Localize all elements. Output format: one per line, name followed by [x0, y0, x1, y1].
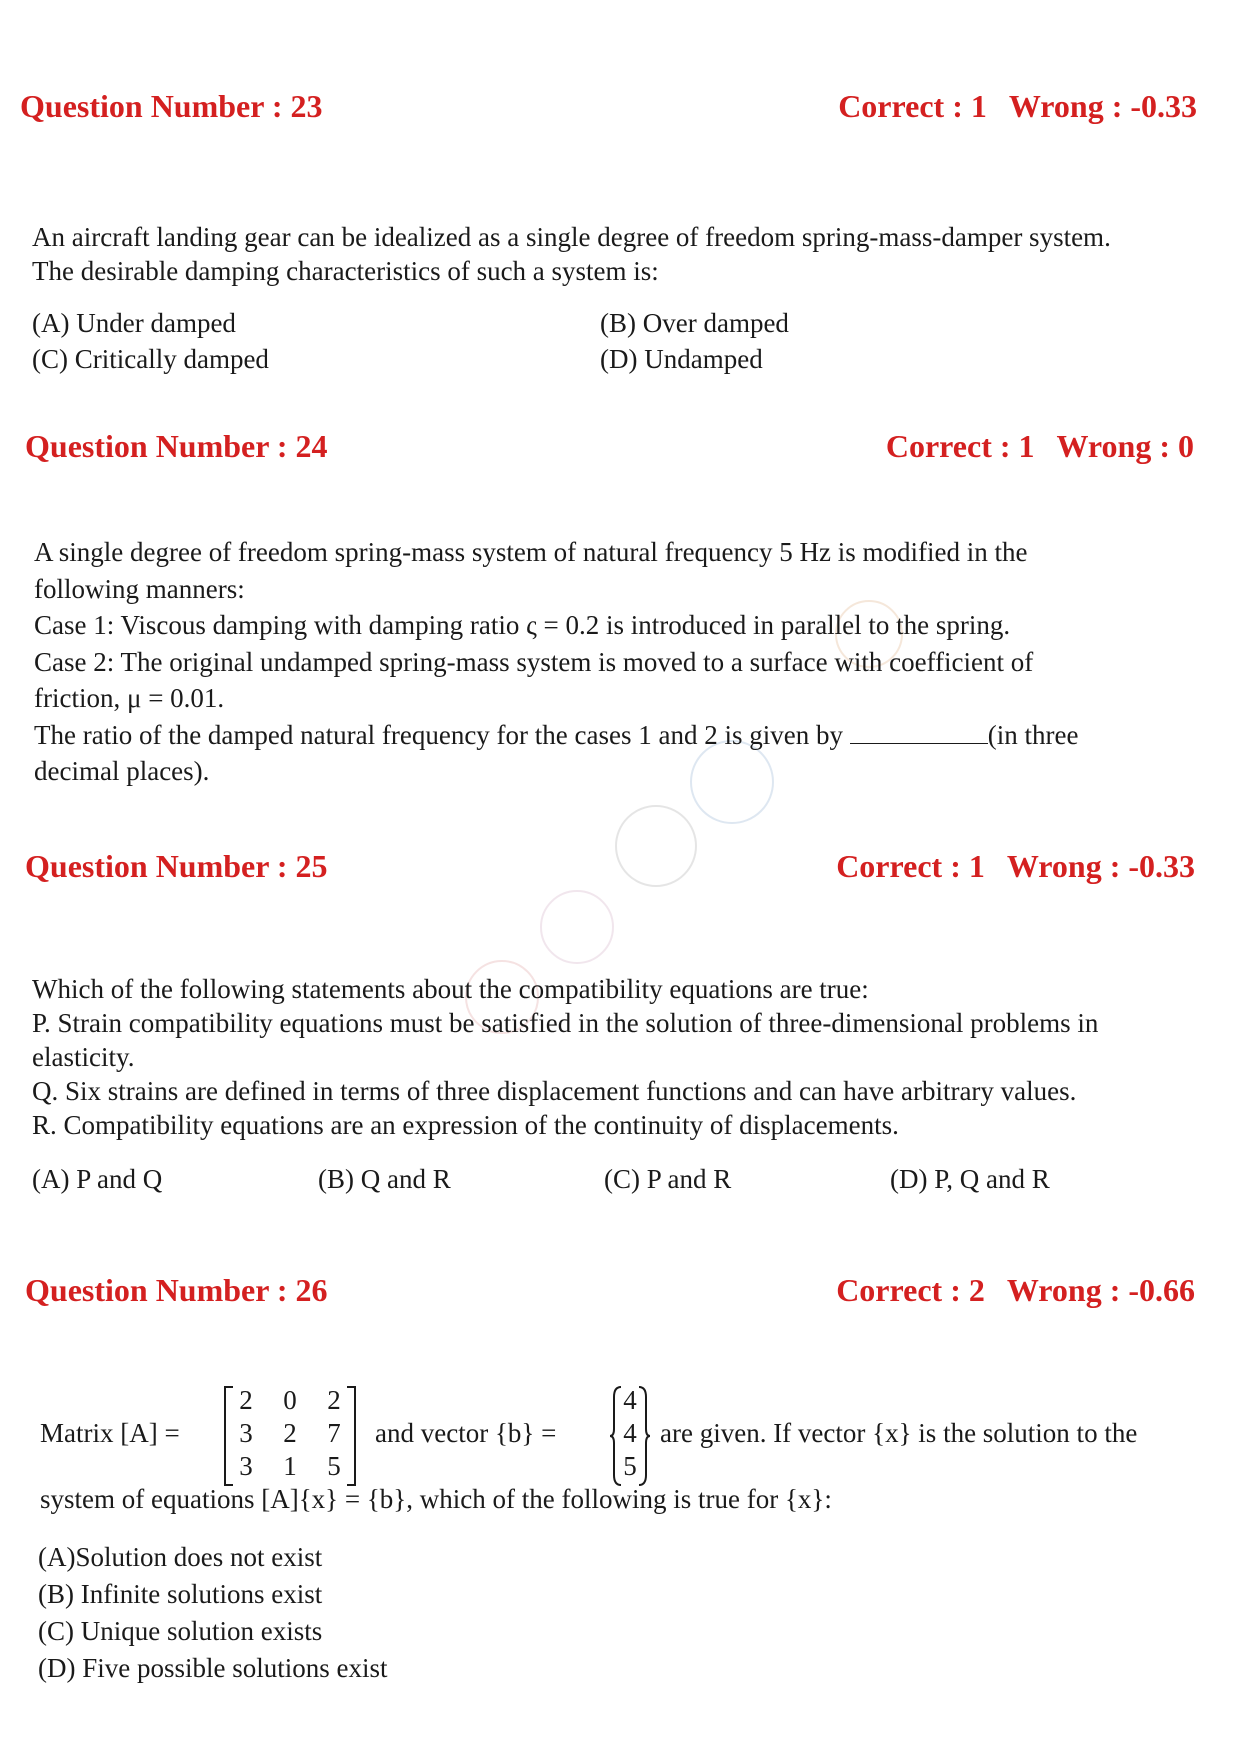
watermark-seal	[540, 890, 614, 964]
wrong-marks: Wrong : -0.66	[1006, 1272, 1195, 1308]
text-line: Q. Six strains are defined in terms of three displacement functions and can have arbitrary values.	[32, 1076, 1077, 1106]
wrong-marks: Wrong : 0	[1056, 428, 1194, 464]
vector-prefix: and vector {b} =	[375, 1418, 557, 1448]
marks-info	[836, 848, 1195, 885]
text-line: Case 2: The original undamped spring-mass system is moved to a surface with coefficient of	[34, 646, 1034, 677]
correct-marks: Correct : 1	[838, 88, 987, 124]
matrix-cell: 3	[239, 1418, 253, 1448]
text-line: following manners:	[34, 573, 245, 604]
option-a: (A) P and Q	[32, 1164, 163, 1194]
question-number: Question Number : 26	[25, 1272, 328, 1308]
question-text	[34, 534, 1078, 790]
text-line: An aircraft landing gear can be idealized as a single degree of freedom spring-mass-damper system.	[32, 222, 1111, 252]
question-header	[0, 428, 1240, 472]
matrix-cell: 7	[327, 1418, 341, 1448]
vector-cell: 4	[623, 1385, 637, 1415]
vector-cell: 4	[623, 1418, 637, 1448]
text-line: Which of the following statements about the compatibility equations are true:	[32, 974, 869, 1004]
text-line: A single degree of freedom spring-mass system of natural frequency 5 Hz is modified in the	[34, 537, 1028, 567]
option-d: (D) P, Q and R	[890, 1164, 1050, 1194]
vector-cell: 5	[623, 1451, 637, 1481]
matrix-prefix: Matrix [A] =	[40, 1418, 180, 1448]
correct-marks: Correct : 1	[885, 428, 1035, 464]
option-d: (D) Undamped	[600, 344, 763, 374]
option-c: (C) Unique solution exists	[38, 1616, 323, 1646]
wrong-marks: Wrong : -0.33	[1006, 848, 1195, 884]
option-b: (B) Over damped	[600, 308, 789, 338]
text-line: R. Compatibility equations are an expression of the continuity of displacements.	[32, 1110, 899, 1140]
question-header	[0, 848, 1240, 892]
marks-info	[886, 428, 1194, 465]
matrix-cell: 2	[283, 1418, 297, 1448]
marks-info	[838, 88, 1197, 125]
text-line-with-blank	[34, 717, 1078, 754]
matrix-suffix: are given. If vector {x} is the solution to the	[660, 1418, 1138, 1448]
text-line: The desirable damping characteristics of such a system is:	[32, 256, 659, 286]
question-header	[0, 1272, 1240, 1316]
text-line: The ratio of the damped natural frequency for the cases 1 and 2 is given by	[34, 719, 843, 750]
option-c: (C) P and R	[604, 1164, 732, 1194]
option-a: (A)Solution does not exist	[38, 1542, 323, 1572]
matrix-cell: 5	[327, 1451, 341, 1481]
matrix-cell: 2	[239, 1385, 253, 1415]
text-line: friction, μ = 0.01.	[34, 683, 225, 713]
matrix-cell: 2	[327, 1385, 341, 1415]
text-line: (in three	[987, 719, 1079, 750]
correct-marks: Correct : 1	[836, 848, 985, 884]
text-line: Case 1: Viscous damping with damping ratio ς = 0.2 is introduced in parallel to the spring.	[34, 610, 1011, 640]
text-line: P. Strain compatibility equations must be satisfied in the solution of three-dimensional problems in	[32, 1008, 1099, 1038]
matrix-cell: 0	[283, 1385, 297, 1415]
marks-info	[836, 1272, 1195, 1309]
question-text	[32, 972, 1098, 1142]
option-a: (A) Under damped	[32, 308, 236, 338]
matrix-a	[222, 1385, 358, 1487]
option-b: (B) Q and R	[318, 1164, 451, 1194]
answer-blank	[850, 719, 988, 744]
question-text: system of equations [A]{x} = {b}, which of the following is true for {x}:	[40, 1484, 832, 1514]
text-line: decimal places).	[34, 756, 210, 786]
matrix-cell: 1	[283, 1451, 297, 1481]
question-header	[0, 88, 1240, 132]
option-c: (C) Critically damped	[32, 344, 269, 374]
option-b: (B) Infinite solutions exist	[38, 1579, 323, 1609]
question-number: Question Number : 24	[25, 428, 328, 464]
matrix-cell: 3	[239, 1451, 253, 1481]
question-number: Question Number : 23	[20, 88, 323, 124]
wrong-marks: Wrong : -0.33	[1008, 88, 1197, 124]
question-text	[32, 220, 1111, 288]
correct-marks: Correct : 2	[836, 1272, 985, 1308]
vector-b	[610, 1385, 650, 1487]
question-number: Question Number : 25	[25, 848, 328, 884]
option-d: (D) Five possible solutions exist	[38, 1653, 388, 1683]
text-line: elasticity.	[32, 1042, 135, 1072]
